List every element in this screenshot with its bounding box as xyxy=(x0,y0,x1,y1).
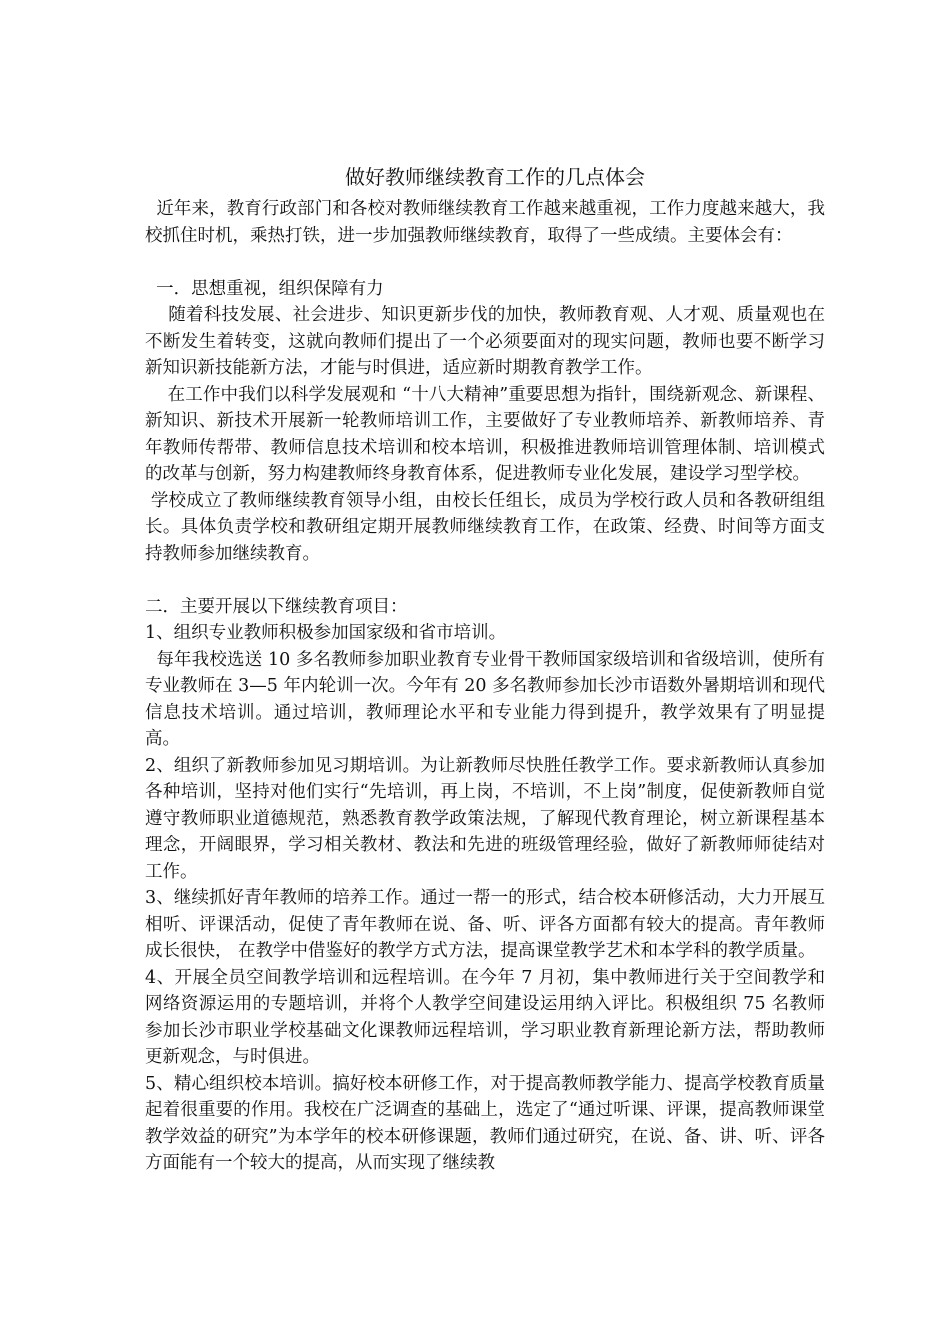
section1-paragraph-1: 随着科技发展、社会进步、知识更新步伐的加快，教师教育观、人才观、质量观也在不断发生着转变，这就向教师们提出了一个必须要面对的现实问题，教师也要不断学习新知识新技能新方法，才能与时俱进，适应新时期教育教学工作。 xyxy=(145,305,825,378)
blank-line xyxy=(145,567,825,594)
section1-heading: 一．思想重视，组织保障有力 xyxy=(145,278,384,299)
section2-heading: 二．主要开展以下继续教育项目： xyxy=(145,596,408,617)
section2-item5: 5、精心组织校本培训。搞好校本研修工作，对于提高教师教学能力、提高学校教育质量起着很重要的作用。我校在广泛调查的基础上，选定了“通过听课、评课，提高教师课堂教学效益的研究”为本学年的校本研修课题，教师们通过研究，在说、备、讲、听、评各方面能有一个较大的提高，从而实现了继续教 xyxy=(145,1073,825,1173)
intro-paragraph: 近年来，教育行政部门和各校对教师继续教育工作越来越重视，工作力度越来越大，我校抓住时机，乘热打铁，进一步加强教师继续教育，取得了一些成绩。主要体会有： xyxy=(145,199,825,246)
document-page xyxy=(145,160,825,1177)
section1-paragraph-2: 在工作中我们以科学发展观和 “十八大精神”重要思想为指针，围绕新观念、新课程、新知识、新技术开展新一轮教师培训工作，主要做好了专业教师培养、新教师培养、青年教师传帮带、教师信息技术培训和校本培训，积极推进教师培训管理体制、培训模式的改革与创新，努力构建教师终身教育体系，促进教师专业化发展，建设学习型学校。 xyxy=(145,384,825,484)
section2-item2: 2、组织了新教师参加见习期培训。为让新教师尽快胜任教学工作。要求新教师认真参加各种培训，坚持对他们实行“先培训，再上岗，不培训，不上岗”制度，促使新教师自觉遵守教师职业道德规范，熟悉教育教学政策法规，了解现代教育理论，树立新课程基本理念，开阔眼界，学习相关教材、教法和先进的班级管理经验，做好了新教师师徒结对工作。 xyxy=(145,755,825,882)
section2-item1-body: 每年我校选送 10 多名教师参加职业教育专业骨干教师国家级培训和省级培训，使所有专业教师在 3—5 年内轮训一次。今年有 20 多名教师参加长沙市语数外暑期培训和现代信息技术培训。通过培训，教师理论水平和专业能力得到提升，教学效果有了明显提高。 xyxy=(145,649,825,749)
section2-item1-title: 1、组织专业教师积极参加国家级和省市培训。 xyxy=(145,623,507,643)
blank-line xyxy=(145,249,825,276)
document-title: 做好教师继续教育工作的几点体会 xyxy=(345,165,645,189)
section1-paragraph-3: 学校成立了教师继续教育领导小组，由校长任组长，成员为学校行政人员和各教研组组长。具体负责学校和教研组定期开展教师继续教育工作，在政策、经费、时间等方面支持教师参加继续教育。 xyxy=(145,490,825,564)
section2-item4: 4、开展全员空间教学培训和远程培训。在今年 7 月初，集中教师进行关于空间教学和网络资源运用的专题培训，并将个人教学空间建设运用纳入评比。积极组织 75 名教师参加长沙市职业学校基础文化课教师远程培训，学习职业教育新理论新方法，帮助教师更新观念，与时俱进。 xyxy=(145,967,825,1067)
section2-item3: 3、继续抓好青年教师的培养工作。通过一帮一的形式，结合校本研修活动，大力开展互相听、评课活动，促使了青年教师在说、备、听、评各方面都有较大的提高。青年教师成长很快， 在教学中借鉴好的教学方式方法，提高课堂教学艺术和本学科的教学质量。 xyxy=(145,888,825,961)
